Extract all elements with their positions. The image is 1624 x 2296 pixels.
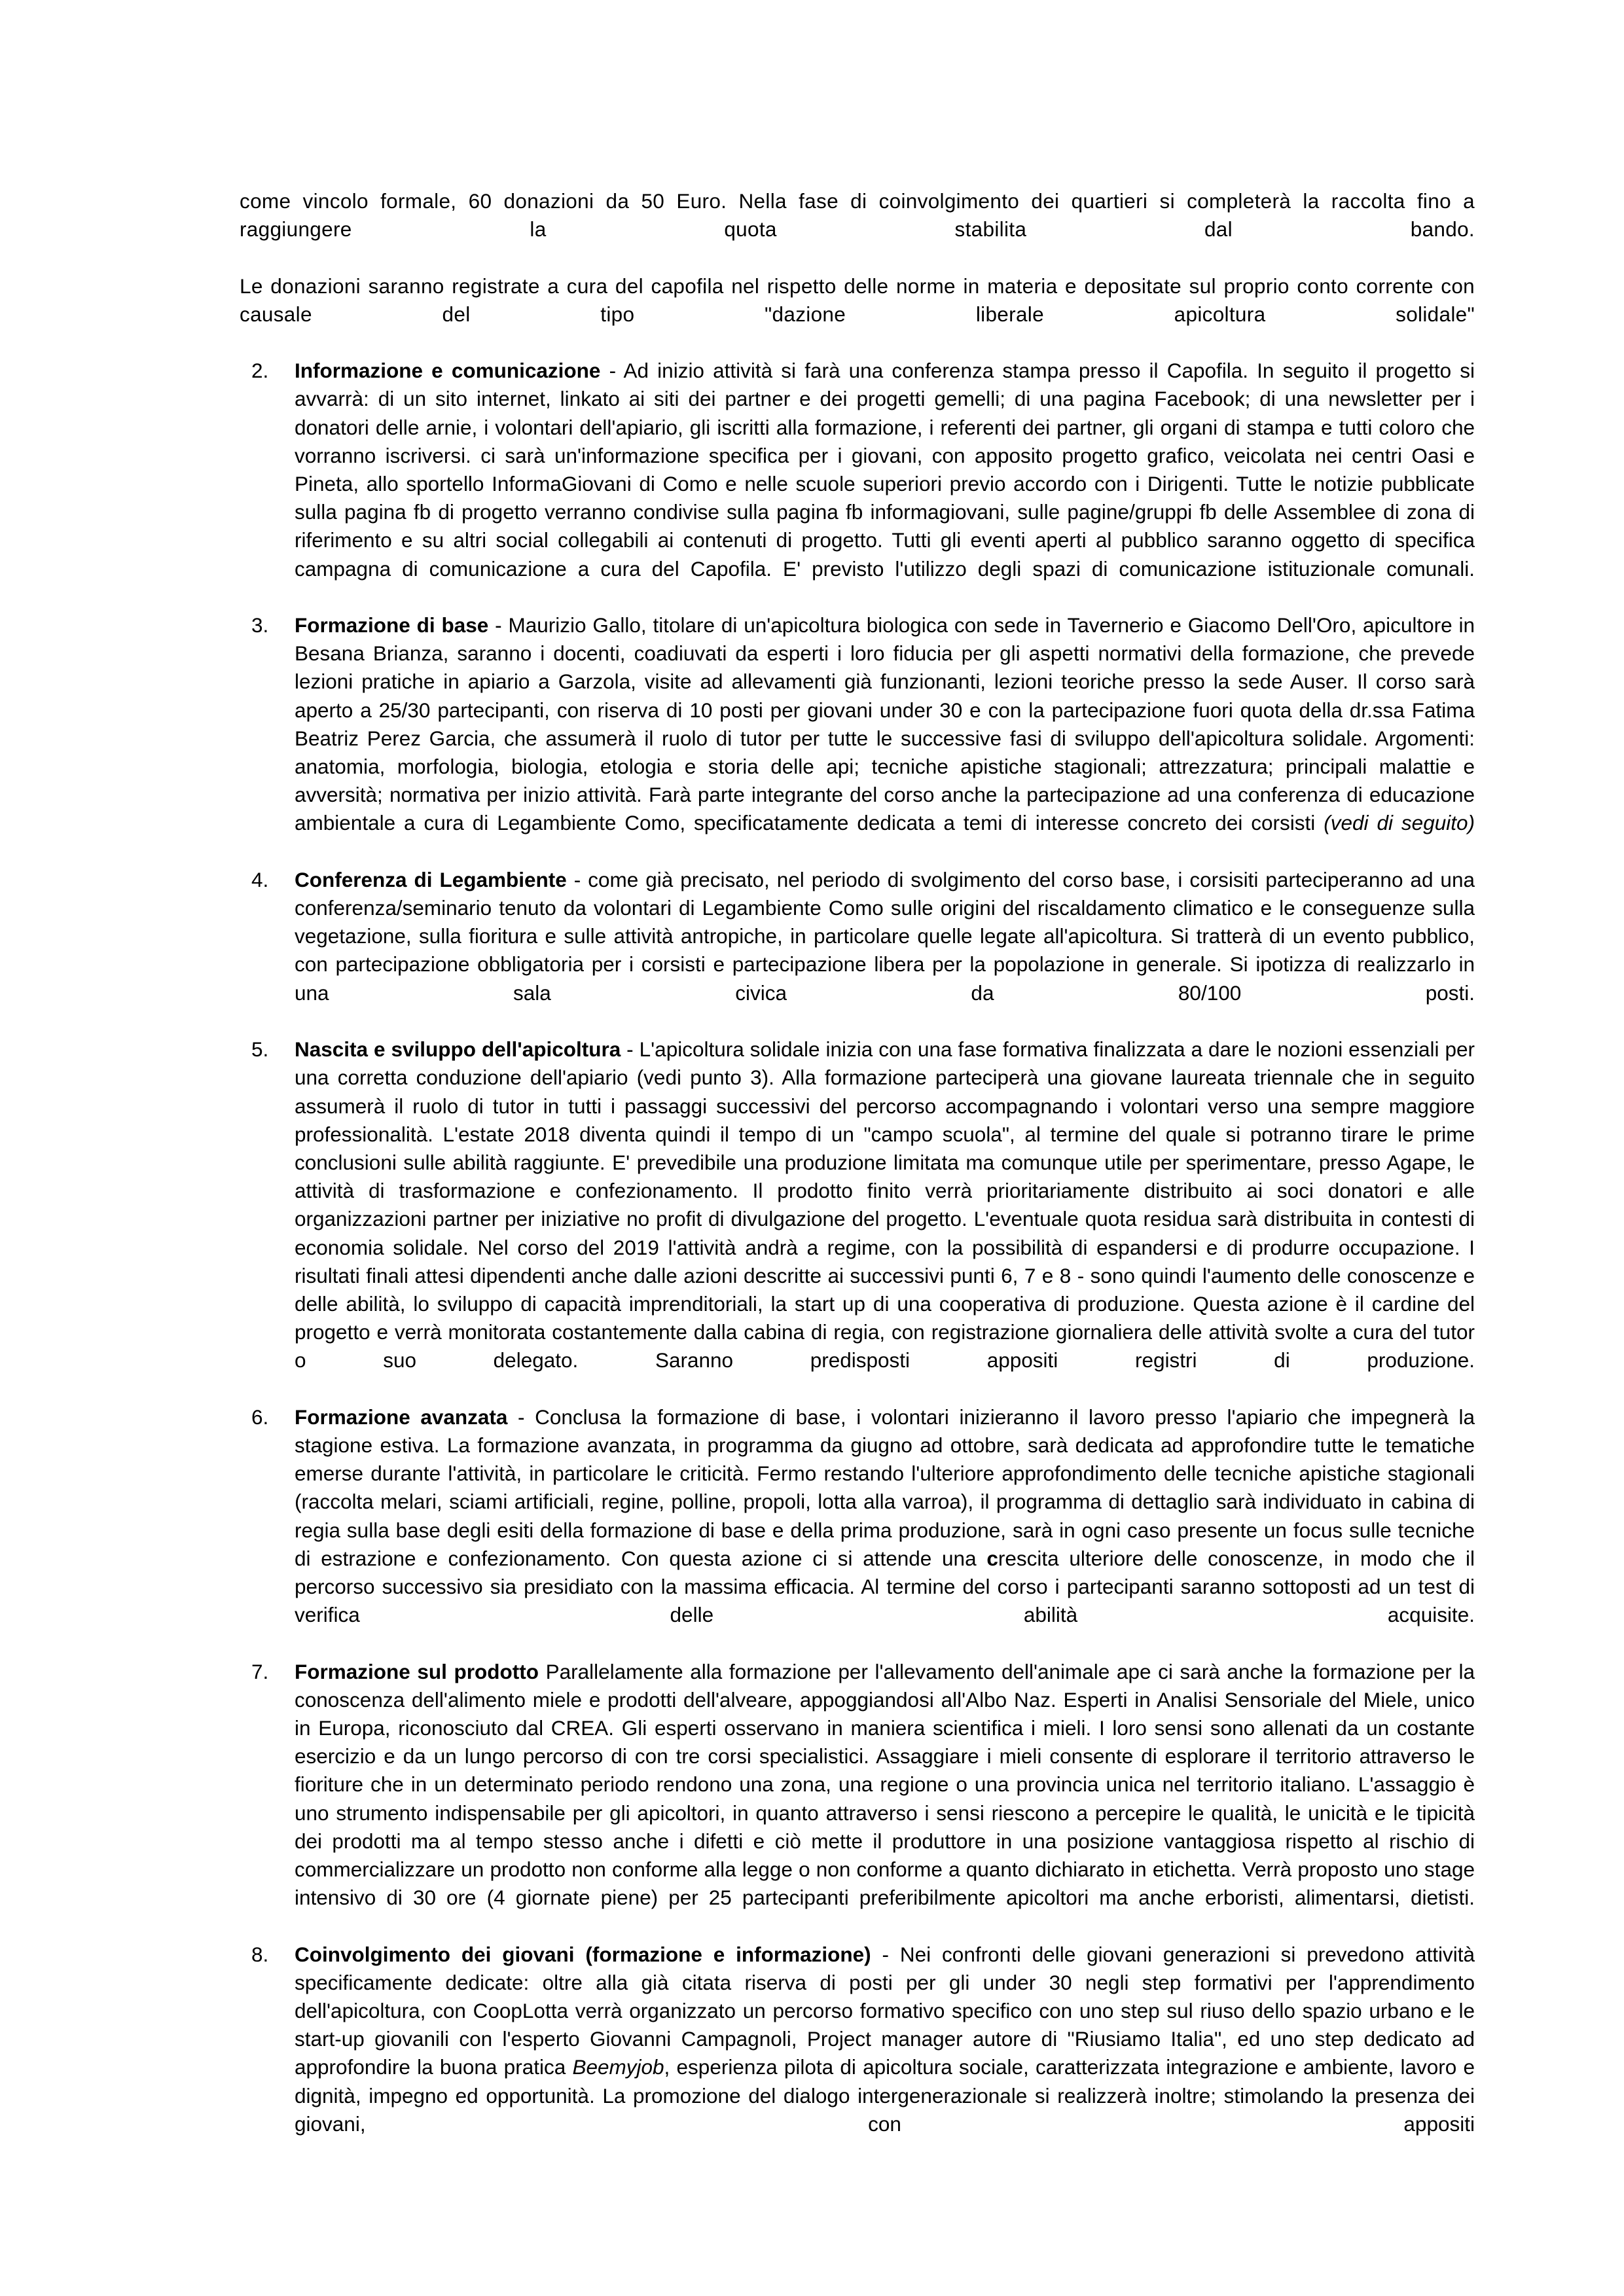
list-item-heading: Formazione sul prodotto xyxy=(295,1659,539,1683)
list-item-number: 4. xyxy=(251,867,269,891)
list-item-heading: Formazione avanzata xyxy=(295,1405,508,1429)
list-item-heading: Conferenza di Legambiente xyxy=(295,867,567,891)
intro-paragraph-1: come vincolo formale, 60 donazioni da 50 Euro. Nella fase di coinvolgimento dei quartieri si completerà la raccolta fino a raggiungere la quota stabilita dal bando. xyxy=(240,189,1475,242)
list-item-3 xyxy=(240,611,1475,866)
list-item-number: 7. xyxy=(251,1659,269,1683)
document-body xyxy=(240,187,1475,2166)
list-item-body-part2: , esperienza pilota di apicoltura sociale, caratterizzata integrazione e ambiente, lavoro e dignità, impegno ed opportunità. La promozione del dialogo intergenerazionale si realizzerà inoltre; stimolando la presenza dei giovani, con appositi xyxy=(295,2055,1475,2136)
list-item-heading: Informazione e comunicazione xyxy=(295,359,601,383)
list-item-separator: - xyxy=(566,867,588,891)
list-item-separator: - xyxy=(488,613,509,637)
list-item-number: 2. xyxy=(251,359,269,383)
list-item-7 xyxy=(240,1658,1475,1941)
list-item-number: 3. xyxy=(251,613,269,637)
list-item-heading: Nascita e sviluppo dell'apicoltura xyxy=(295,1037,621,1062)
list-item-heading: Formazione di base xyxy=(295,613,489,637)
list-item-text xyxy=(295,866,1475,1035)
list-item-body: L'apicoltura solidale inizia con una fase formativa finalizzata a dare le nozioni essenziali per una corretta conduzione dell'apiario (vedi punto 3). Alla formazione parteciperà una giovane laureata triennale che in seguito assumerà il ruolo di tutor in tutti i passaggi successivi del percorso accompagnando i volontari verso una sempre maggiore professionalità. L'estate 2018 diventa quindi il tempo di un "campo scuola", al termine del quale si potranno tirare le prime conclusioni sulle abilità raggiunte. E' prevedibile una produzione limitata ma comunque utile per sperimentare, presso Agape, le attività di trasformazione e confezionamento. Il prodotto finito verrà prioritariamente distribuito ai soci donatori e alle organizzazioni partner per iniziative no profit di divulgazione del progetto. L'eventuale quota residua sarà distribuita in contesti di economia solidale. Nel corso del 2019 l'attività andrà a regime, con la possibilità di espandersi e di produrre occupazione. I risultati finali attesi dipendenti anche dalle azioni descritte ai successivi punti 6, 7 e 8 - sono quindi l'aumento delle conoscenze e delle abilità, lo sviluppo di capacità imprenditoriali, la start up di una cooperativa di produzione. Questa azione è il cardine del progetto e verrà monitorata costantemente dalla cabina di regia, con registrazione giornaliera delle attività svolte a cura del tutor o suo delegato. Saranno predisposti appositi registri di produzione. xyxy=(295,1037,1475,1372)
list-item-text xyxy=(295,1403,1475,1658)
list-item-5 xyxy=(240,1035,1475,1403)
list-item-body: Ad inizio attività si farà una conferenza stampa presso il Capofila. In seguito il progetto si avvarrà: di un sito internet, linkato ai siti dei partner e dei progetti gemelli; di una pagina Facebook; di una newsletter per i donatori delle arnie, i volontari dell'apiario, gli iscritti alla formazione, i referenti dei partner, gli organi di stampa e tutti coloro che vorranno iscriversi. ci sarà un'informazione specifica per i giovani, con apposito progetto grafico, veicolata nei centri Oasi e Pineta, allo sportello InformaGiovani di Como e nelle scuole superiori previo accordo con i Dirigenti. Tutte le notizie pubblicate sulla pagina fb di progetto verranno condivise sulla pagina fb informagiovani, sulle pagine/gruppi fb delle Assemblee di zona di riferimento e su altri social collegabili ai contenuti di progetto. Tutti gli eventi aperti al pubblico saranno oggetto di specifica campagna di comunicazione a cura del Capofila. E' previsto l'utilizzo degli spazi di comunicazione istituzionale comunali. xyxy=(295,359,1475,581)
list-item-body-bold-letter: c xyxy=(986,1546,998,1570)
list-item-body: Maurizio Gallo, titolare di un'apicoltura biologica con sede in Tavernerio e Giacomo Dell'Oro, apicultore in Besana Brianza, saranno i docenti, coadiuvati da esperti i loro fiducia per gli aspetti normativi della formazione, che prevede lezioni pratiche in apiario a Garzola, visite ad allevamenti già funzionanti, lezioni teoriche presso la sede Auser. Il corso sarà aperto a 25/30 partecipanti, con riserva di 10 posti per giovani under 30 e con la partecipazione fuori quota della dr.ssa Fatima Beatriz Perez Garcia, che assumerà il ruolo di tutor per tutte le successive fasi di sviluppo dell'apicoltura solidale. Argomenti: anatomia, morfologia, biologia, etologia e storia delle api; tecniche apistiche stagionali; attrezzatura; principali malattie e avversità; normativa per inizio attività. Farà parte integrante del corso anche la partecipazione ad una conferenza di educazione ambientale a cura di Legambiente Como, specificatamente dedicata a temi di interesse concreto dei corsisti xyxy=(295,613,1475,835)
list-item-text xyxy=(295,1941,1475,2167)
list-item-body-italic: (vedi di seguito) xyxy=(1324,811,1475,835)
list-item-separator: - xyxy=(600,359,624,383)
list-item-text xyxy=(295,1658,1475,1941)
list-item-number: 8. xyxy=(251,1942,269,1966)
list-item-6 xyxy=(240,1403,1475,1658)
list-item-separator: - xyxy=(871,1942,900,1966)
list-item-2 xyxy=(240,357,1475,611)
intro-paragraph-2: Le donazioni saranno registrate a cura del capofila nel rispetto delle norme in materia e depositate sul proprio conto corrente con causale del tipo "dazione liberale apicoltura solidale" xyxy=(240,274,1475,326)
list-item-8 xyxy=(240,1941,1475,2167)
list-item-number: 5. xyxy=(251,1037,269,1062)
list-item-separator xyxy=(539,1660,546,1683)
list-item-body-italic: Beemyjob xyxy=(572,2055,664,2079)
list-item-body-part1: Nei confronti delle giovani generazioni si prevedono attività specificamente dedicate: oltre alla già citata riserva di posti per gli under 30 negli step formativi per l'apprendimento dell'apicoltura, con CoopLotta verrà organizzato un percorso formativo specifico con uno step sul riuso dello spazio urbano e le start-up giovanili con l'esperto Giovanni Campagnoli, Project manager autore di "Riusiamo Italia", ed uno step dedicato ad approfondire la buona pratica xyxy=(295,1942,1475,2079)
list-item-body: come già precisato, nel periodo di svolgimento del corso base, i corsisiti parteciperanno ad una conferenza/seminario tenuto da volontari di Legambiente Como sulle origini del riscaldamento climatico e le conseguenze sulla vegetazione, sulla fioritura e sulle attività antropiche, in particolare quelle legate all'apicoltura. Si tratterà di un evento pubblico, con partecipazione obbligatoria per i corsisti e partecipazione libera per la popolazione in generale. Si ipotizza di realizzarlo in una sala civica da 80/100 posti. xyxy=(295,867,1475,1005)
list-item-number: 6. xyxy=(251,1405,269,1429)
list-item-text xyxy=(295,611,1475,866)
list-item-text xyxy=(295,1035,1475,1403)
list-item-separator: - xyxy=(621,1037,640,1062)
list-item-separator: - xyxy=(507,1405,535,1429)
list-item-body-part1: Conclusa la formazione di base, i volontari inizieranno il lavoro presso l'apiario che impegnerà la stagione estiva. La formazione avanzata, in programma da giugno ad ottobre, sarà dedicata ad approfondire tutte le tematiche emerse durante l'attività, in particolare le criticità. Fermo restando l'ulteriore approfondimento delle tecniche apistiche stagionali (raccolta melari, sciami artificiali, regine, polline, propoli, lotta alla varroa), il programma di dettaglio sarà individuato in cabina di regia sulla base degli esiti della formazione di base e della prima produzione, sarà in ogni caso presente un focus sulle tecniche di estrazione e confezionamento. Con questa azione ci si attende una xyxy=(295,1405,1475,1570)
list-item-text xyxy=(295,357,1475,611)
list-item-heading: Coinvolgimento dei giovani (formazione e informazione) xyxy=(295,1942,871,1966)
list-item-body-part2: rescita ulteriore delle conoscenze, in modo che il percorso successivo sia presidiato con la massima efficacia. Al termine del corso i partecipanti saranno sottoposti ad un test di verifica delle abilità acquisite. xyxy=(295,1546,1475,1627)
list-item-body: Parallelamente alla formazione per l'allevamento dell'animale ape ci sarà anche la formazione per la conoscenza dell'alimento miele e prodotti dell'alveare, appoggiandosi all'Albo Naz. Esperti in Analisi Sensoriale del Miele, unico in Europa, riconosciuto dal CREA. Gli esperti osservano in maniera scientifica i mieli. I loro sensi sono allenati da un costante esercizio e da un lungo percorso di con tre corsi specialistici. Assaggiare i mieli consente di esplorare il territorio attraverso le fioriture che in un determinato periodo rendono una zona, una regione o una provincia unica nel territorio italiano. L'assaggio è uno strumento indispensabile per gli apicoltori, in quanto attraverso i sensi riescono a percepire le qualità, le unicità e le tipicità dei prodotti ma al tempo stesso anche i difetti e ciò mette il produttore in una posizione vantaggiosa rispetto al rischio di commercializzare un prodotto non conforme alla legge o non conforme a quanto dichiarato in etichetta. Verrà proposto uno stage intensivo di 30 ore (4 giornate piene) per 25 partecipanti preferibilmente apicoltori ma anche erboristi, alimentarsi, dietisti. xyxy=(295,1659,1475,1910)
list-item-4 xyxy=(240,866,1475,1035)
